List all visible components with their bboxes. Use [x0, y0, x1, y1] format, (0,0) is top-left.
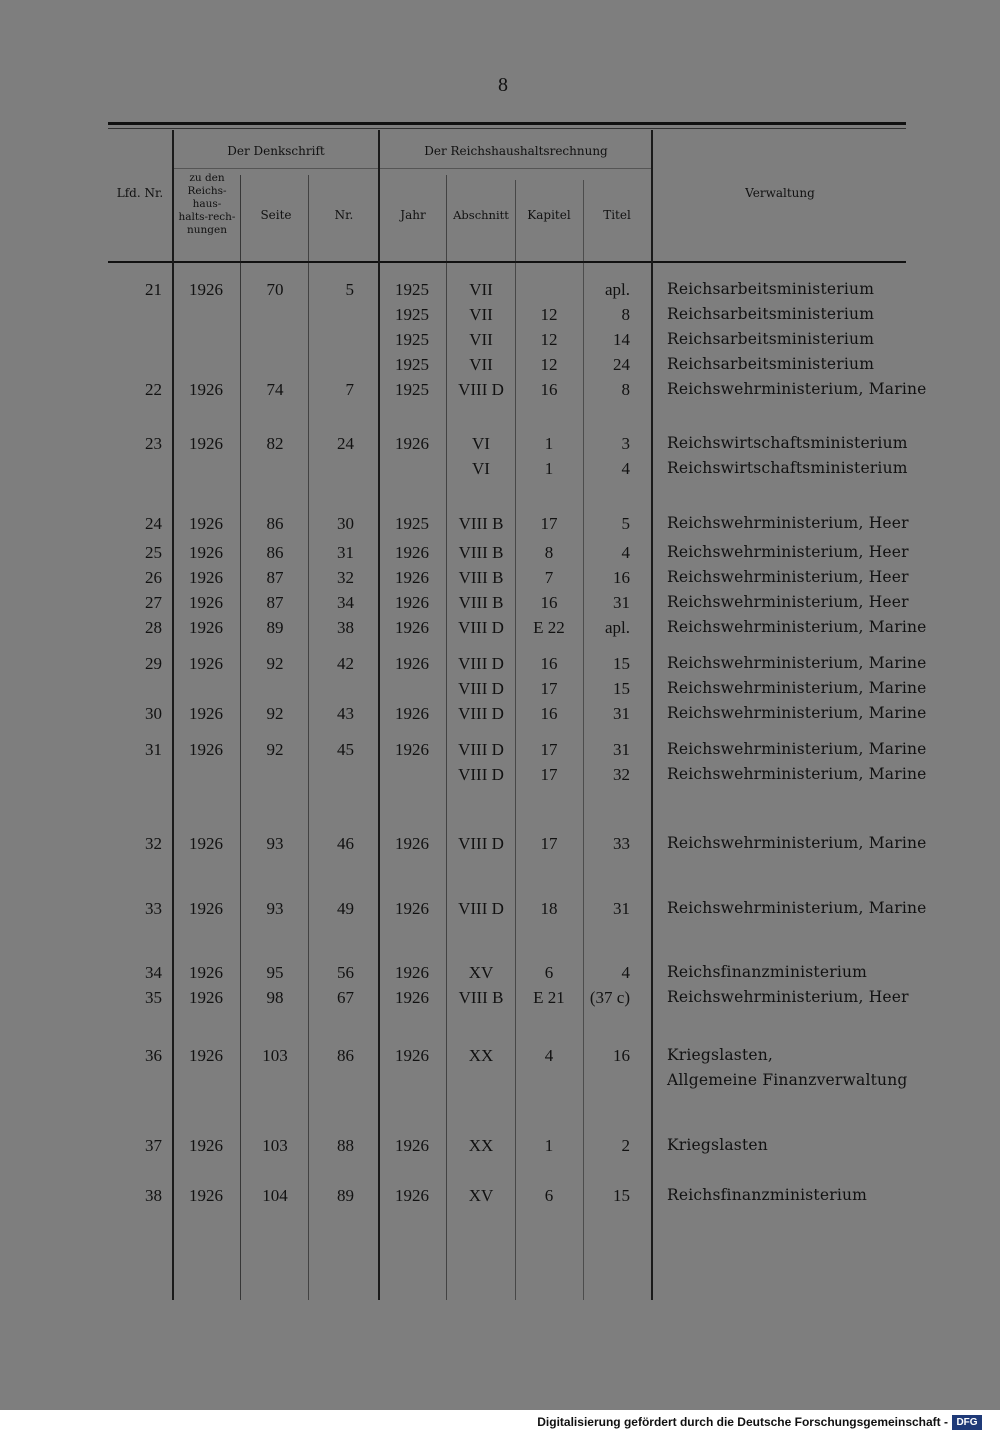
cell-titel: 14: [613, 330, 630, 349]
page-number: 8: [498, 74, 508, 96]
col-line-verwaltung: [651, 130, 653, 1300]
cell-zu: 1926: [189, 899, 223, 918]
cell-kap: 1: [544, 459, 554, 478]
cell-kap: 16: [540, 380, 558, 399]
cell-seite: 93: [266, 834, 284, 853]
cell-zu: 1926: [189, 593, 223, 612]
cell-zu: 1926: [189, 654, 223, 673]
cell-nr: 34: [337, 593, 354, 612]
col-line-seite: [308, 175, 309, 1300]
cell-kap: 1: [544, 1136, 554, 1155]
cell-verw: Reichswehrministerium, Marine: [667, 740, 927, 758]
cell-abs: XX: [468, 1046, 494, 1065]
cell-zu: 1926: [189, 434, 223, 453]
cell-nr: 42: [337, 654, 354, 673]
cell-verw: Reichswehrministerium, Heer: [667, 514, 909, 532]
cell-kap: 16: [540, 654, 558, 673]
col-line-lfd: [172, 130, 174, 1300]
cell-titel: 8: [621, 305, 630, 324]
cell-verw: Kriegslasten: [667, 1136, 768, 1154]
cell-abs: XX: [468, 1136, 494, 1155]
cell-kap: 12: [540, 355, 558, 374]
cell-lfd: 26: [145, 568, 162, 587]
cell-jahr: 1926: [395, 963, 429, 982]
cell-abs: VII: [469, 355, 493, 374]
cell-jahr: 1926: [395, 568, 429, 587]
cell-kap: 7: [544, 568, 554, 587]
cell-zu: 1926: [189, 1046, 223, 1065]
cell-jahr: 1925: [395, 355, 429, 374]
cell-jahr: 1925: [395, 330, 429, 349]
cell-lfd: 27: [145, 593, 162, 612]
cell-abs: VIII D: [458, 704, 504, 723]
cell-nr: 89: [337, 1186, 354, 1205]
cell-zu: 1926: [189, 1136, 223, 1155]
cell-titel: 8: [621, 380, 630, 399]
cell-abs: XV: [468, 1186, 494, 1205]
cell-titel: 31: [613, 704, 630, 723]
header-denkschrift: Der Denkschrift: [227, 144, 325, 158]
header-reichshaushaltsrechnung: Der Reichshaushaltsrechnung: [424, 144, 608, 158]
cell-seite: 92: [266, 740, 284, 759]
cell-zu: 1926: [189, 704, 223, 723]
cell-abs: VIII B: [458, 543, 504, 562]
cell-jahr: 1926: [395, 1186, 429, 1205]
cell-titel: 31: [613, 593, 630, 612]
cell-verw: Reichswehrministerium, Heer: [667, 543, 909, 561]
cell-verw: Reichswehrministerium, Marine: [667, 380, 927, 398]
cell-kap: 18: [540, 899, 558, 918]
cell-seite: 87: [266, 593, 284, 612]
cell-titel: 15: [613, 1186, 630, 1205]
cell-titel: 32: [613, 765, 630, 784]
cell-lfd: 25: [145, 543, 162, 562]
cell-nr: 32: [337, 568, 354, 587]
cell-seite: 92: [266, 654, 284, 673]
cell-zu: 1926: [189, 963, 223, 982]
header-zu-den: zu den Reichs-haus-halts-rech-nungen: [178, 172, 236, 236]
cell-jahr: 1926: [395, 899, 429, 918]
group-rule: [380, 168, 651, 169]
cell-verw: Reichswehrministerium, Marine: [667, 704, 927, 722]
cell-titel: 24: [613, 355, 630, 374]
cell-zu: 1926: [189, 568, 223, 587]
cell-abs: VIII B: [458, 988, 504, 1007]
header-titel: Titel: [603, 208, 631, 222]
cell-titel: 16: [613, 568, 630, 587]
cell-verw: Reichswehrministerium, Heer: [667, 593, 909, 611]
cell-abs: VII: [469, 280, 493, 299]
cell-lfd: 37: [145, 1136, 162, 1155]
cell-seite: 86: [266, 543, 284, 562]
header-nr: Nr.: [334, 208, 354, 222]
cell-jahr: 1926: [395, 618, 429, 637]
cell-titel: 4: [621, 459, 630, 478]
cell-kap: 12: [540, 330, 558, 349]
cell-kap: 4: [544, 1046, 554, 1065]
cell-jahr: 1926: [395, 654, 429, 673]
cell-nr: 5: [345, 280, 354, 299]
header-lfd-nr: Lfd. Nr.: [116, 186, 164, 200]
dfg-logo: DFG: [952, 1415, 982, 1430]
cell-verw: Reichsarbeitsministerium: [667, 280, 875, 298]
cell-seite: 82: [266, 434, 284, 453]
cell-verw: Reichswehrministerium, Marine: [667, 679, 927, 697]
cell-kap: 6: [544, 963, 554, 982]
cell-zu: 1926: [189, 740, 223, 759]
cell-jahr: 1926: [395, 988, 429, 1007]
cell-lfd: 23: [145, 434, 162, 453]
header-rule: [108, 261, 906, 263]
cell-lfd: 30: [145, 704, 162, 723]
cell-nr: 46: [337, 834, 354, 853]
header-seite: Seite: [260, 208, 292, 222]
cell-kap: 17: [540, 679, 558, 698]
cell-nr: 24: [337, 434, 354, 453]
cell-zu: 1926: [189, 834, 223, 853]
cell-lfd: 36: [145, 1046, 162, 1065]
cell-seite: 104: [262, 1186, 288, 1205]
cell-kap: 12: [540, 305, 558, 324]
cell-jahr: 1926: [395, 1046, 429, 1065]
cell-titel: apl.: [604, 280, 630, 299]
cell-abs: VI: [472, 434, 490, 453]
col-line-denkschrift: [378, 130, 380, 1300]
cell-verw: Reichswehrministerium, Marine: [667, 618, 927, 636]
cell-titel: 2: [621, 1136, 630, 1155]
cell-abs: VIII D: [458, 740, 504, 759]
cell-titel: 4: [621, 543, 630, 562]
cell-seite: 103: [262, 1136, 288, 1155]
header-kapitel: Kapitel: [527, 208, 571, 222]
cell-zu: 1926: [189, 514, 223, 533]
cell-zu: 1926: [189, 988, 223, 1007]
cell-titel: 3: [621, 434, 630, 453]
cell-titel: 5: [621, 514, 630, 533]
cell-titel: 4: [621, 963, 630, 982]
cell-verw: Reichswehrministerium, Marine: [667, 765, 927, 783]
header-verwaltung: Verwaltung: [745, 186, 815, 200]
cell-lfd: 28: [145, 618, 162, 637]
cell-lfd: 34: [145, 963, 162, 982]
cell-kap: E 21: [533, 988, 565, 1007]
cell-seite: 98: [266, 988, 284, 1007]
col-line-abschnitt: [515, 180, 516, 1300]
cell-jahr: 1925: [395, 514, 429, 533]
cell-abs: VIII D: [458, 765, 504, 784]
cell-zu: 1926: [189, 618, 223, 637]
cell-zu: 1926: [189, 280, 223, 299]
cell-seite: 89: [266, 618, 284, 637]
cell-jahr: 1926: [395, 704, 429, 723]
cell-nr: 38: [337, 618, 354, 637]
cell-abs: VII: [469, 330, 493, 349]
cell-nr: 86: [337, 1046, 354, 1065]
cell-kap: 1: [544, 434, 554, 453]
cell-lfd: 31: [145, 740, 162, 759]
cell-titel: 15: [613, 679, 630, 698]
cell-nr: 88: [337, 1136, 354, 1155]
cell-verw: Reichswirtschaftsministerium: [667, 434, 908, 452]
top-rule: [108, 122, 906, 125]
group-rule: [174, 168, 378, 169]
cell-abs: VI: [472, 459, 490, 478]
cell-abs: VII: [469, 305, 493, 324]
cell-lfd: 32: [145, 834, 162, 853]
cell-kap: 17: [540, 765, 558, 784]
cell-verw: Reichsarbeitsministerium: [667, 330, 875, 348]
cell-jahr: 1926: [395, 834, 429, 853]
cell-lfd: 22: [145, 380, 162, 399]
cell-jahr: 1926: [395, 543, 429, 562]
cell-titel: (37 c): [589, 988, 630, 1007]
cell-nr: 31: [337, 543, 354, 562]
cell-kap: 17: [540, 514, 558, 533]
cell-titel: 31: [613, 899, 630, 918]
cell-seite: 87: [266, 568, 284, 587]
cell-verw: Reichsfinanzministerium: [667, 1186, 868, 1204]
cell-lfd: 35: [145, 988, 162, 1007]
cell-abs: VIII D: [458, 679, 504, 698]
cell-nr: 56: [337, 963, 354, 982]
cell-nr: 45: [337, 740, 354, 759]
cell-abs: VIII D: [458, 834, 504, 853]
cell-nr: 30: [337, 514, 354, 533]
footer-text: Digitalisierung gefördert durch die Deutsche Forschungsgemeinschaft -: [537, 1415, 948, 1429]
cell-titel: 15: [613, 654, 630, 673]
cell-jahr: 1925: [395, 280, 429, 299]
cell-jahr: 1925: [395, 380, 429, 399]
cell-zu: 1926: [189, 1186, 223, 1205]
cell-kap: 16: [540, 593, 558, 612]
cell-seite: 103: [262, 1046, 288, 1065]
cell-abs: VIII D: [458, 899, 504, 918]
cell-lfd: 29: [145, 654, 162, 673]
cell-titel: apl.: [604, 618, 630, 637]
cell-seite: 92: [266, 704, 284, 723]
cell-nr: 67: [337, 988, 354, 1007]
cell-zu: 1926: [189, 380, 223, 399]
cell-nr: 7: [345, 380, 354, 399]
cell-abs: VIII D: [458, 380, 504, 399]
cell-verw: Reichsarbeitsministerium: [667, 355, 875, 373]
cell-verw: Reichswehrministerium, Heer: [667, 568, 909, 586]
cell-verw: Reichsarbeitsministerium: [667, 305, 875, 323]
cell-jahr: 1926: [395, 593, 429, 612]
cell-kap: 8: [544, 543, 554, 562]
cell-verw: Reichswehrministerium, Marine: [667, 654, 927, 672]
cell-verw: Reichswehrministerium, Heer: [667, 988, 909, 1006]
cell-verw: Reichswirtschaftsministerium: [667, 459, 908, 477]
cell-verw: Allgemeine Finanzverwaltung: [667, 1071, 908, 1089]
cell-jahr: 1926: [395, 434, 429, 453]
cell-titel: 33: [613, 834, 630, 853]
cell-lfd: 33: [145, 899, 162, 918]
cell-lfd: 38: [145, 1186, 162, 1205]
cell-seite: 86: [266, 514, 284, 533]
cell-abs: VIII B: [458, 568, 504, 587]
cell-kap: E 22: [533, 618, 565, 637]
cell-lfd: 21: [145, 280, 162, 299]
cell-verw: Reichsfinanzministerium: [667, 963, 868, 981]
cell-nr: 43: [337, 704, 354, 723]
cell-jahr: 1925: [395, 305, 429, 324]
cell-kap: 6: [544, 1186, 554, 1205]
col-line-zu: [240, 175, 241, 1300]
cell-verw: Reichswehrministerium, Marine: [667, 899, 927, 917]
cell-abs: XV: [468, 963, 494, 982]
footer: [0, 1412, 990, 1434]
cell-titel: 31: [613, 740, 630, 759]
cell-kap: 17: [540, 834, 558, 853]
cell-abs: VIII D: [458, 654, 504, 673]
cell-kap: 16: [540, 704, 558, 723]
cell-lfd: 24: [145, 514, 162, 533]
cell-verw: Reichswehrministerium, Marine: [667, 834, 927, 852]
col-line-jahr: [446, 175, 447, 1300]
cell-abs: VIII D: [458, 618, 504, 637]
cell-abs: VIII B: [458, 514, 504, 533]
cell-seite: 95: [266, 963, 284, 982]
cell-seite: 93: [266, 899, 284, 918]
cell-nr: 49: [337, 899, 354, 918]
cell-jahr: 1926: [395, 1136, 429, 1155]
cell-verw: Kriegslasten,: [667, 1046, 774, 1064]
cell-seite: 70: [266, 280, 284, 299]
top-rule-thin: [108, 128, 906, 129]
cell-titel: 16: [613, 1046, 630, 1065]
header-jahr: Jahr: [400, 208, 426, 222]
header-abschnitt: Abschnitt: [453, 208, 509, 222]
cell-seite: 74: [266, 380, 284, 399]
cell-kap: 17: [540, 740, 558, 759]
cell-abs: VIII B: [458, 593, 504, 612]
cell-zu: 1926: [189, 543, 223, 562]
cell-jahr: 1926: [395, 740, 429, 759]
